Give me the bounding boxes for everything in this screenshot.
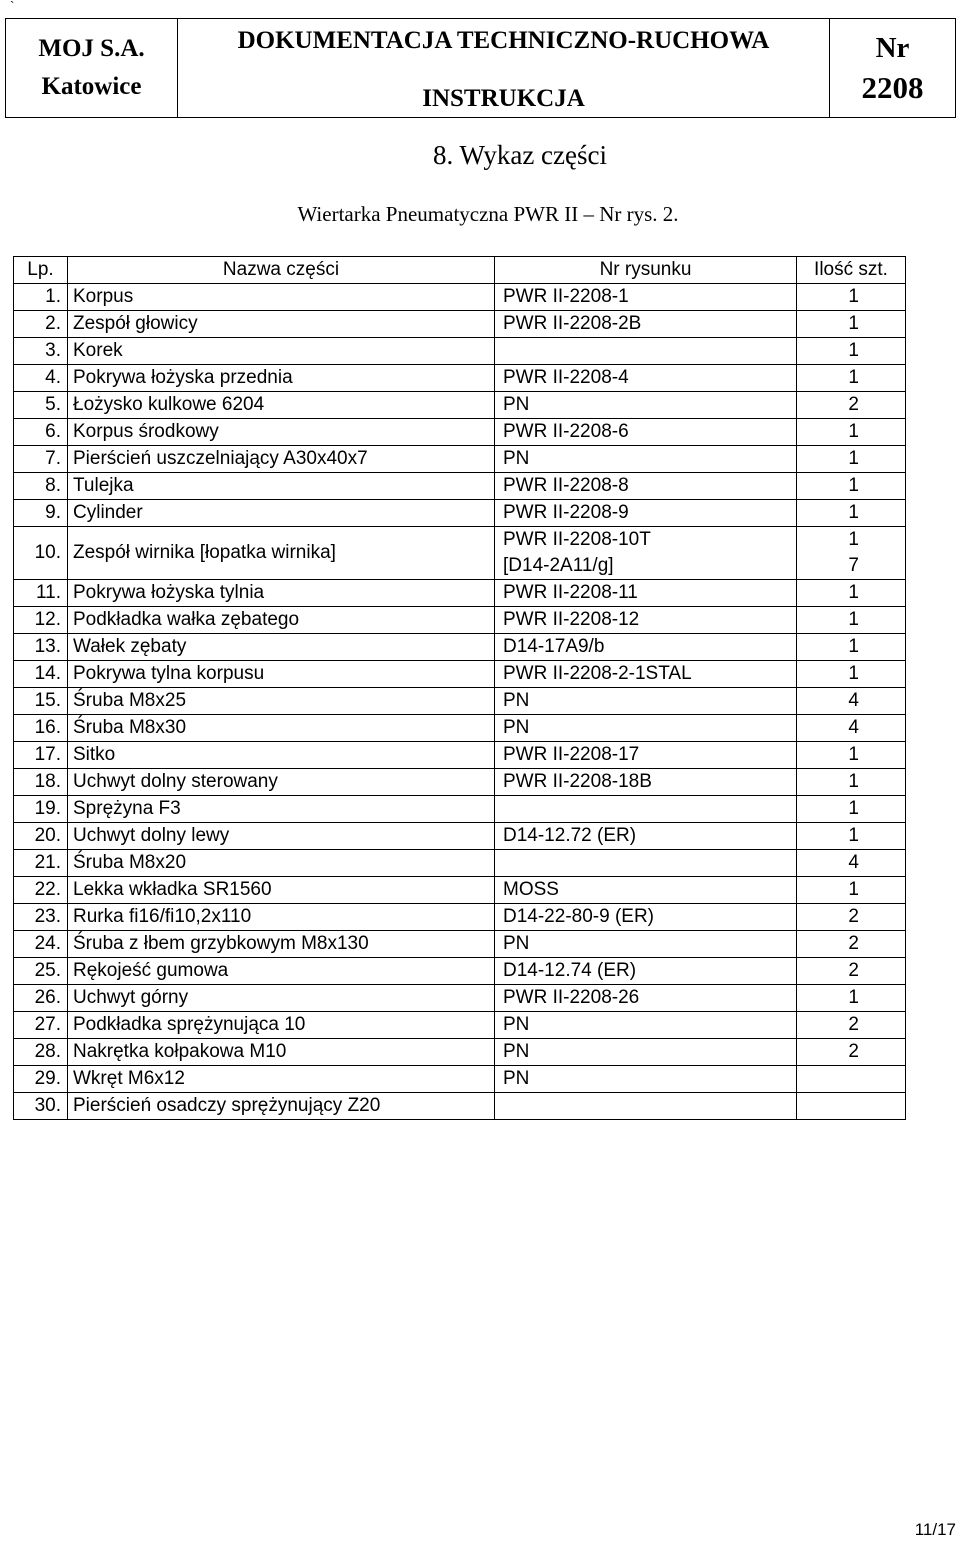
part-number-cell [14,473,68,500]
table-row [14,958,906,985]
drawing-number-cell-text: PN [503,1014,530,1035]
part-name-cell-text: Korpus [73,286,134,307]
quantity-cell [797,688,906,715]
drawing-number-cell [495,634,797,661]
quantity-cell-text: 4 [848,690,859,711]
part-number-cell [14,661,68,688]
quantity-cell [797,1066,906,1093]
part-number-cell [14,796,68,823]
part-number-cell [14,338,68,365]
part-number-cell-text: 3. [45,340,61,361]
part-number-cell [14,527,68,580]
part-name-cell [68,769,495,796]
quantity-cell-text: 1 [848,582,859,603]
part-number-cell [14,823,68,850]
quantity-cell [797,931,906,958]
part-name-cell [68,1039,495,1066]
company-city: Katowice [41,73,142,100]
table-row [14,823,906,850]
table-row [14,742,906,769]
part-name-cell-text: Pierścień uszczelniający A30x40x7 [73,448,368,469]
part-number-cell-text: 21. [34,852,61,873]
quantity-cell-text: 1 [848,421,859,442]
drawing-number-cell-text: PN [503,448,530,469]
part-number-cell [14,931,68,958]
quantity-cell [797,904,906,931]
quantity-cell-text: 1 [848,502,859,523]
quantity-cell [797,392,906,419]
table-row [14,392,906,419]
quantity-cell [797,338,906,365]
part-number-cell [14,365,68,392]
part-name-cell [68,473,495,500]
quantity-cell-text: 1 [848,367,859,388]
part-number-cell [14,311,68,338]
part-name-cell-text: Łożysko kulkowe 6204 [73,394,265,415]
drawing-number-cell-text: PWR II-2208-11 [503,582,638,603]
drawing-number-cell-text: D14-22-80-9 (ER) [503,906,654,927]
part-name-cell-text: Tulejka [73,475,134,496]
drawing-number-cell [495,742,797,769]
document-number: 2208 [861,70,924,105]
part-name-cell-text: Śruba z łbem grzybkowym M8x130 [73,933,369,954]
quantity-cell-text: 1 [848,771,859,792]
table-row [14,931,906,958]
table-row [14,365,906,392]
column-header-lp: Lp. [14,257,68,284]
part-number-cell-text: 8. [45,475,61,496]
column-header-qty: Ilość szt. [797,257,906,284]
part-name-cell [68,985,495,1012]
part-name-cell [68,311,495,338]
parts-list-subtitle: Wiertarka Pneumatyczna PWR II – Nr rys. 2. [297,202,679,226]
quantity-cell [797,580,906,607]
table-row [14,1093,906,1120]
quantity-cell-text: 1 [848,448,859,469]
part-number-cell-text: 25. [34,960,61,981]
quantity-cell-text: 1 [848,475,859,496]
part-number-cell-text: 11. [35,582,61,603]
part-number-cell [14,580,68,607]
part-number-cell [14,1039,68,1066]
drawing-number-cell-text: PWR II-2208-1 [503,286,629,307]
document-title: DOKUMENTACJA TECHNICZNO-RUCHOWA [237,27,770,54]
document-header [5,18,956,118]
part-name-cell-text: Uchwyt górny [73,987,189,1008]
part-number-cell-text: 6. [45,421,61,442]
drawing-number-cell-text: PWR II-2208-8 [503,475,629,496]
quantity-cell [797,796,906,823]
stray-mark: ` [10,0,15,13]
drawing-number-cell [495,850,797,877]
part-name-cell [68,527,495,580]
quantity-cell [797,527,906,580]
part-number-cell-text: 17. [34,744,61,765]
quantity-cell [797,446,906,473]
table-row [14,284,906,311]
table-row [14,688,906,715]
part-number-cell-text: 12. [34,609,61,630]
part-name-cell-text: Lekka wkładka SR1560 [73,879,272,900]
part-number-cell [14,1066,68,1093]
document-number-label: Nr [875,32,910,64]
quantity-cell [797,877,906,904]
table-row [14,634,906,661]
quantity-cell-text: 4 [848,717,859,738]
part-name-cell-text: Podkładka wałka zębatego [73,609,300,630]
part-number-cell [14,769,68,796]
part-number-cell-text: 27. [34,1014,61,1035]
quantity-cell-text: 1 [848,879,859,900]
drawing-number-cell [495,392,797,419]
part-number-cell-text: 14. [34,663,61,684]
drawing-number-cell-text: PWR II-2208-17 [503,744,640,765]
drawing-number-cell [495,527,797,580]
part-number-cell-text: 24. [34,933,61,954]
quantity-cell [797,715,906,742]
drawing-number-cell [495,958,797,985]
drawing-number-cell [495,688,797,715]
drawing-number-cell [495,796,797,823]
drawing-number-cell-text: D14-17A9/b [503,636,605,657]
part-number-cell [14,985,68,1012]
part-name-cell [68,1066,495,1093]
part-name-cell-text: Pierścień osadczy sprężynujący Z20 [73,1095,381,1116]
part-name-cell-text: Korpus środkowy [73,421,219,442]
section-title: 8. Wykaz części [432,140,608,170]
drawing-number-cell [495,365,797,392]
part-number-cell-text: 22. [34,879,61,900]
drawing-number-cell-text: PWR II-2208-2-1STAL [503,663,692,684]
table-row [14,796,906,823]
table-row [14,1039,906,1066]
part-number-cell [14,446,68,473]
part-name-cell [68,1093,495,1120]
quantity-cell [797,607,906,634]
quantity-cell [797,1039,906,1066]
part-number-cell-text: 13. [34,636,61,657]
drawing-number-cell [495,1093,797,1120]
part-number-cell-text: 10. [34,542,61,563]
quantity-cell-text: 2 [848,394,859,415]
part-number-cell-text: 4. [45,367,61,388]
part-name-cell [68,607,495,634]
part-name-cell-text: Zespół wirnika [łopatka wirnika] [73,542,336,563]
part-name-cell [68,392,495,419]
quantity-cell-text: 1 [848,798,859,819]
part-name-cell-text: Rękojeść gumowa [73,960,229,981]
quantity-cell-text: 1 [848,744,859,765]
quantity-cell [797,1012,906,1039]
drawing-number-cell [495,473,797,500]
table-row [14,661,906,688]
column-header-name: Nazwa części [68,257,495,284]
drawing-number-cell-text: PWR II-2208-9 [503,502,629,523]
company-cell [6,19,178,117]
quantity-cell-text: 2 [848,933,859,954]
part-name-cell-text: Uchwyt dolny lewy [73,825,230,846]
table-row [14,769,906,796]
quantity-cell [797,661,906,688]
part-name-cell [68,796,495,823]
part-name-cell-text: Śruba M8x30 [73,717,187,738]
part-number-cell [14,607,68,634]
part-number-cell [14,742,68,769]
part-name-cell [68,823,495,850]
part-number-cell-text: 20. [34,825,61,846]
part-name-cell [68,877,495,904]
drawing-number-cell-text: D14-12.74 (ER) [503,960,637,981]
table-row [14,419,906,446]
quantity-cell-text: 1 [848,987,859,1008]
quantity-cell [797,419,906,446]
drawing-number-cell-text: PN [503,1041,530,1062]
quantity-cell [797,284,906,311]
part-name-cell [68,284,495,311]
parts-table-body [14,284,906,1120]
drawing-number-cell [495,580,797,607]
company-name: MOJ S.A. [38,35,145,62]
document-subtitle: INSTRUKCJA [422,85,585,112]
part-name-cell-text: Sitko [73,744,116,765]
part-number-cell [14,715,68,742]
part-number-cell [14,1093,68,1120]
part-name-cell-text: Pokrywa łożyska przednia [73,367,293,388]
part-name-cell-text: Wkręt M6x12 [73,1068,185,1089]
quantity-cell-text: 1 [848,825,859,846]
part-number-cell [14,904,68,931]
part-name-cell [68,688,495,715]
part-name-cell [68,715,495,742]
part-number-cell-text: 30. [34,1095,61,1116]
drawing-number-cell-text: PN [503,717,530,738]
part-number-cell [14,284,68,311]
table-row [14,607,906,634]
drawing-number-cell-text: PWR II-2208-2B [503,313,642,334]
quantity-cell-text: 1 [848,636,859,657]
part-number-cell [14,634,68,661]
table-row [14,473,906,500]
table-row [14,527,906,580]
part-name-cell-text: Pokrywa tylna korpusu [73,663,265,684]
part-number-cell [14,500,68,527]
quantity-cell [797,823,906,850]
part-number-cell-text: 1. [45,286,61,307]
drawing-number-cell [495,284,797,311]
part-name-cell [68,958,495,985]
drawing-number-cell [495,607,797,634]
drawing-number-cell-text: PWR II-2208-6 [503,421,629,442]
part-name-cell [68,850,495,877]
drawing-number-cell [495,500,797,527]
drawing-number-cell [495,715,797,742]
part-name-cell-text: Podkładka sprężynująca 10 [73,1014,306,1035]
part-name-cell [68,634,495,661]
quantity-cell-text: 2 [848,1014,859,1035]
quantity-cell-text: 1 [848,313,859,334]
part-name-cell [68,742,495,769]
part-number-cell [14,877,68,904]
part-name-cell [68,419,495,446]
drawing-number-cell [495,985,797,1012]
quantity-cell [797,958,906,985]
drawing-number-cell [495,877,797,904]
quantity-cell [797,311,906,338]
quantity-cell-text: 1 [848,340,859,361]
part-number-cell-text: 29. [34,1068,61,1089]
part-name-cell-text: Zespół głowicy [73,313,198,334]
drawing-number-cell [495,931,797,958]
document-number-cell [830,19,955,117]
drawing-number-cell-text: PN [503,1068,530,1089]
table-row [14,580,906,607]
part-name-cell [68,931,495,958]
quantity-cell [797,850,906,877]
table-row [14,1066,906,1093]
part-name-cell-text: Śruba M8x20 [73,852,187,873]
quantity-cell-text: 1 [848,529,859,550]
table-row [14,1012,906,1039]
drawing-number-cell-text: PWR II-2208-12 [503,609,640,630]
drawing-number-cell-text: PWR II-2208-18B [503,771,652,792]
part-number-cell-text: 26. [34,987,61,1008]
quantity-cell [797,634,906,661]
quantity-cell-text: 1 [848,286,859,307]
table-row [14,500,906,527]
drawing-number-cell-text: PN [503,690,530,711]
quantity-cell-text: 2 [848,960,859,981]
part-number-cell [14,392,68,419]
part-name-cell-text: Rurka fi16/fi10,2x110 [73,906,252,927]
table-row [14,715,906,742]
part-name-cell [68,338,495,365]
table-row [14,904,906,931]
table-row [14,446,906,473]
page-number: 11/17 [914,1520,956,1539]
part-number-cell-text: 28. [34,1041,61,1062]
part-name-cell [68,580,495,607]
drawing-number-cell [495,1039,797,1066]
drawing-number-cell [495,338,797,365]
part-number-cell [14,419,68,446]
drawing-number-cell-text-line2: [D14-2A11/g] [503,555,614,576]
title-cell [178,19,830,117]
table-row [14,850,906,877]
quantity-cell-text: 2 [848,1041,859,1062]
part-name-cell-text: Nakrętka kołpakowa M10 [73,1041,287,1062]
drawing-number-cell [495,769,797,796]
drawing-number-cell-text: PN [503,933,530,954]
part-name-cell [68,1012,495,1039]
drawing-number-cell-text: D14-12.72 (ER) [503,825,637,846]
drawing-number-cell-text: MOSS [503,879,559,900]
part-number-cell [14,688,68,715]
part-number-cell-text: 9. [45,502,61,523]
part-name-cell-text: Pokrywa łożyska tylnia [73,582,265,603]
table-row [14,338,906,365]
table-row [14,311,906,338]
drawing-number-cell-text: PWR II-2208-26 [503,987,640,1008]
part-name-cell [68,661,495,688]
column-header-drawing: Nr rysunku [495,257,797,284]
drawing-number-cell [495,904,797,931]
part-number-cell-text: 15. [34,690,61,711]
drawing-number-cell [495,1066,797,1093]
part-name-cell [68,904,495,931]
quantity-cell-text: 4 [848,852,859,873]
part-number-cell-text: 19. [34,798,61,819]
part-number-cell [14,958,68,985]
table-row [14,877,906,904]
quantity-cell-text: 2 [848,906,859,927]
drawing-number-cell-text: PWR II-2208-4 [503,367,629,388]
quantity-cell-text-line2: 7 [848,555,859,576]
part-number-cell-text: 18. [34,771,61,792]
part-number-cell [14,850,68,877]
part-number-cell-text: 2. [45,313,61,334]
part-name-cell-text: Sprężyna F3 [73,798,181,819]
table-row [14,985,906,1012]
part-name-cell-text: Śruba M8x25 [73,690,187,711]
part-number-cell-text: 16. [34,717,61,738]
quantity-cell [797,742,906,769]
part-name-cell [68,365,495,392]
drawing-number-cell [495,823,797,850]
part-name-cell-text: Cylinder [73,502,143,523]
drawing-number-cell [495,311,797,338]
quantity-cell [797,1093,906,1120]
part-name-cell [68,500,495,527]
quantity-cell-text: 1 [848,609,859,630]
drawing-number-cell [495,419,797,446]
quantity-cell [797,769,906,796]
drawing-number-cell [495,1012,797,1039]
part-name-cell [68,446,495,473]
drawing-number-cell [495,446,797,473]
part-number-cell-text: 23. [34,906,61,927]
quantity-cell [797,365,906,392]
part-name-cell-text: Korek [73,340,123,361]
part-number-cell [14,1012,68,1039]
quantity-cell [797,473,906,500]
quantity-cell-text: 1 [848,663,859,684]
drawing-number-cell-text: PWR II-2208-10T [503,529,651,550]
part-number-cell-text: 5. [45,394,61,415]
part-name-cell-text: Uchwyt dolny sterowany [73,771,278,792]
drawing-number-cell [495,661,797,688]
drawing-number-cell-text: PN [503,394,530,415]
part-number-cell-text: 7. [45,448,61,469]
table-header-row [14,257,906,284]
quantity-cell [797,500,906,527]
part-name-cell-text: Wałek zębaty [73,636,187,657]
parts-table [13,256,906,1120]
quantity-cell [797,985,906,1012]
